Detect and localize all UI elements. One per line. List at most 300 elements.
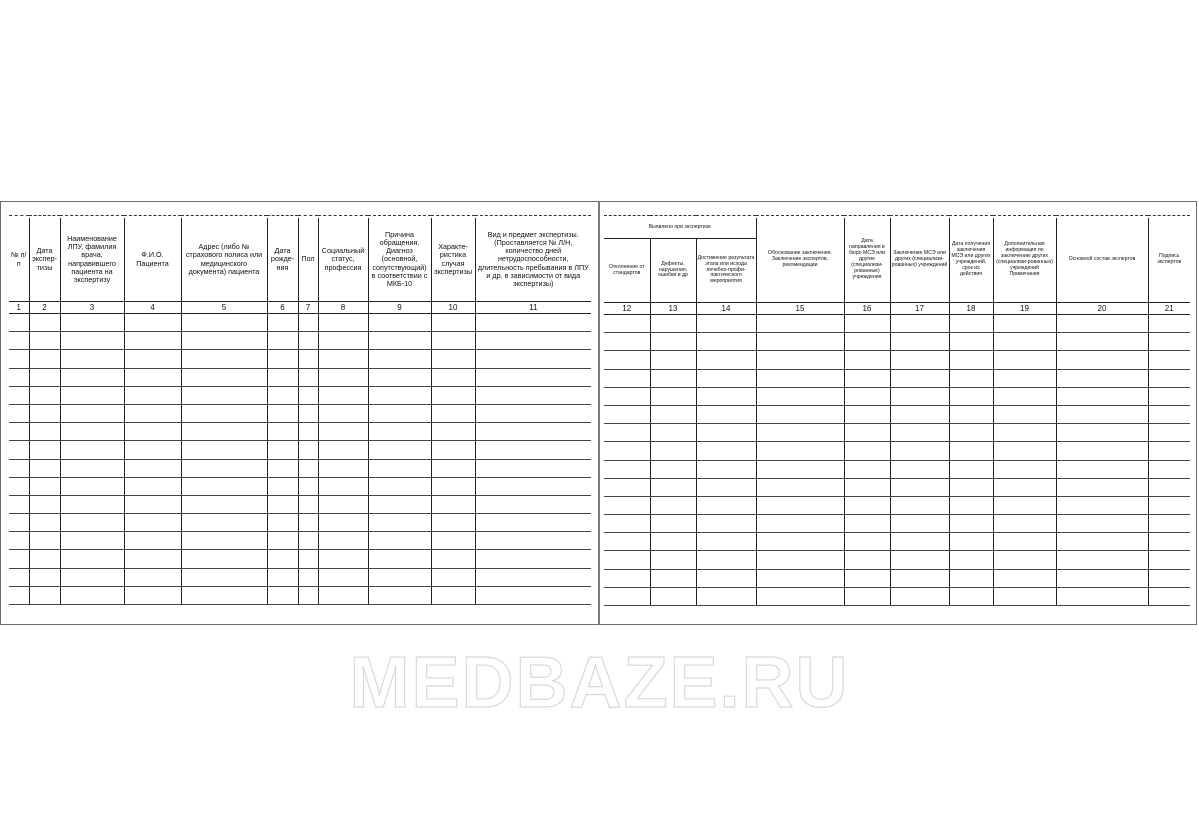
- header-text: Наименование ЛПУ, фамилия врача, направившего пациента на экспертизу: [67, 233, 117, 285]
- column-number: 18: [949, 303, 993, 315]
- header-cell: [9, 218, 29, 302]
- header-cell: [650, 239, 696, 303]
- blank-cell: [696, 496, 756, 514]
- blank-cell: [9, 495, 29, 513]
- blank-row: [604, 551, 1190, 569]
- blank-cell: [604, 333, 650, 351]
- blank-cell: [298, 332, 318, 350]
- header-cell: [1056, 218, 1148, 303]
- blank-cell: [368, 514, 431, 532]
- blank-cell: [60, 368, 124, 386]
- blank-row: [9, 332, 591, 350]
- blank-cell: [890, 551, 949, 569]
- blank-cell: [890, 587, 949, 605]
- header-cell: [890, 218, 949, 303]
- blank-cell: [124, 477, 181, 495]
- blank-cell: [949, 496, 993, 514]
- blank-cell: [267, 441, 298, 459]
- blank-cell: [29, 586, 60, 604]
- blank-cell: [949, 387, 993, 405]
- column-number: 10: [431, 302, 475, 314]
- blank-cell: [368, 423, 431, 441]
- blank-cell: [949, 478, 993, 496]
- blank-cell: [267, 495, 298, 513]
- blank-cell: [60, 459, 124, 477]
- header-text: Заключение МСЭ или других (специализи-рованных) учреждений: [891, 250, 948, 268]
- blank-cell: [181, 514, 267, 532]
- blank-row: [9, 514, 591, 532]
- blank-row: [9, 404, 591, 422]
- blank-cell: [267, 368, 298, 386]
- blank-row: [9, 350, 591, 368]
- blank-cell: [475, 477, 591, 495]
- blank-cell: [298, 568, 318, 586]
- blank-cell: [60, 404, 124, 422]
- blank-cell: [949, 424, 993, 442]
- blank-cell: [604, 315, 650, 333]
- blank-cell: [756, 351, 844, 369]
- blank-cell: [1148, 515, 1190, 533]
- blank-cell: [9, 314, 29, 332]
- blank-cell: [368, 350, 431, 368]
- blank-cell: [949, 587, 993, 605]
- blank-cell: [890, 569, 949, 587]
- blank-cell: [368, 386, 431, 404]
- blank-cell: [267, 386, 298, 404]
- group-header-cell: [604, 218, 756, 239]
- right-page: [604, 215, 1190, 606]
- blank-cell: [9, 386, 29, 404]
- blank-cell: [181, 532, 267, 550]
- blank-cell: [29, 568, 60, 586]
- blank-cell: [431, 477, 475, 495]
- blank-cell: [1056, 333, 1148, 351]
- blank-cell: [756, 315, 844, 333]
- blank-cell: [1056, 496, 1148, 514]
- blank-cell: [696, 442, 756, 460]
- header-text: Дефекты, нарушения, ошибки и др: [658, 260, 688, 279]
- blank-cell: [890, 369, 949, 387]
- blank-cell: [650, 533, 696, 551]
- blank-row: [9, 386, 591, 404]
- blank-row: [604, 460, 1190, 478]
- blank-cell: [756, 478, 844, 496]
- blank-cell: [650, 460, 696, 478]
- blank-cell: [318, 532, 368, 550]
- blank-cell: [844, 424, 890, 442]
- blank-cell: [60, 386, 124, 404]
- blank-row: [9, 568, 591, 586]
- blank-cell: [60, 568, 124, 586]
- blank-cell: [993, 496, 1056, 514]
- header-text: Основной состав экспертов: [1068, 256, 1136, 263]
- blank-cell: [949, 369, 993, 387]
- blank-cell: [60, 423, 124, 441]
- blank-cell: [604, 369, 650, 387]
- blank-cell: [890, 533, 949, 551]
- blank-cell: [756, 533, 844, 551]
- header-cell: [181, 218, 267, 302]
- blank-cell: [1148, 333, 1190, 351]
- blank-cell: [298, 532, 318, 550]
- blank-cell: [431, 441, 475, 459]
- blank-row: [9, 459, 591, 477]
- blank-cell: [604, 551, 650, 569]
- blank-cell: [890, 442, 949, 460]
- header-text: Дата получения заключения МСЭ или других учреждений, срок их действия: [951, 241, 991, 277]
- blank-cell: [431, 386, 475, 404]
- blank-cell: [604, 478, 650, 496]
- blank-cell: [890, 478, 949, 496]
- blank-row: [604, 478, 1190, 496]
- blank-row: [604, 533, 1190, 551]
- header-text: Ф.И.О. Пациента: [136, 250, 169, 268]
- blank-cell: [181, 550, 267, 568]
- blank-cell: [949, 351, 993, 369]
- blank-cell: [318, 350, 368, 368]
- book-spine: [598, 201, 600, 625]
- blank-cell: [1056, 515, 1148, 533]
- blank-cell: [267, 477, 298, 495]
- blank-cell: [368, 477, 431, 495]
- blank-cell: [368, 532, 431, 550]
- header-cell: [29, 218, 60, 302]
- blank-cell: [604, 533, 650, 551]
- header-cell: [756, 218, 844, 303]
- blank-cell: [650, 369, 696, 387]
- blank-cell: [431, 423, 475, 441]
- blank-cell: [650, 387, 696, 405]
- header-text: Дополнительная информация по заключению других (специализи-рованных) учреждений Примечания: [996, 241, 1053, 277]
- blank-cell: [29, 404, 60, 422]
- blank-cell: [604, 387, 650, 405]
- blank-cell: [696, 424, 756, 442]
- blank-cell: [318, 550, 368, 568]
- blank-cell: [475, 532, 591, 550]
- blank-cell: [604, 496, 650, 514]
- blank-cell: [1148, 460, 1190, 478]
- blank-cell: [949, 569, 993, 587]
- blank-cell: [60, 441, 124, 459]
- blank-cell: [756, 387, 844, 405]
- blank-cell: [1148, 315, 1190, 333]
- blank-cell: [124, 332, 181, 350]
- blank-cell: [60, 477, 124, 495]
- header-cell: [124, 218, 181, 302]
- blank-cell: [431, 459, 475, 477]
- blank-cell: [696, 333, 756, 351]
- blank-cell: [60, 350, 124, 368]
- blank-cell: [604, 442, 650, 460]
- blank-cell: [696, 478, 756, 496]
- blank-cell: [181, 404, 267, 422]
- blank-cell: [124, 514, 181, 532]
- blank-cell: [756, 515, 844, 533]
- blank-cell: [124, 404, 181, 422]
- blank-cell: [696, 569, 756, 587]
- header-text: № п/п: [10, 250, 27, 268]
- blank-cell: [604, 587, 650, 605]
- header-cell: [1148, 218, 1190, 303]
- blank-cell: [29, 386, 60, 404]
- blank-cell: [844, 478, 890, 496]
- left-register-table: [9, 215, 591, 605]
- blank-cell: [844, 587, 890, 605]
- blank-cell: [1148, 351, 1190, 369]
- column-number: 13: [650, 303, 696, 315]
- blank-cell: [1056, 369, 1148, 387]
- blank-cell: [696, 460, 756, 478]
- blank-cell: [650, 496, 696, 514]
- blank-cell: [604, 460, 650, 478]
- blank-cell: [60, 514, 124, 532]
- right-register-table: [604, 215, 1190, 606]
- blank-cell: [318, 459, 368, 477]
- blank-cell: [475, 441, 591, 459]
- header-text: Отклонение от стандартов: [608, 263, 645, 276]
- blank-cell: [696, 551, 756, 569]
- blank-cell: [890, 424, 949, 442]
- blank-cell: [9, 404, 29, 422]
- column-number: 9: [368, 302, 431, 314]
- blank-cell: [844, 387, 890, 405]
- blank-cell: [29, 495, 60, 513]
- blank-cell: [844, 460, 890, 478]
- blank-cell: [124, 495, 181, 513]
- blank-cell: [29, 368, 60, 386]
- blank-cell: [993, 442, 1056, 460]
- blank-cell: [650, 515, 696, 533]
- header-text: Социальный статус, профессия: [321, 246, 365, 272]
- blank-cell: [9, 568, 29, 586]
- blank-cell: [267, 314, 298, 332]
- blank-cell: [475, 314, 591, 332]
- blank-cell: [1056, 478, 1148, 496]
- blank-cell: [124, 550, 181, 568]
- blank-cell: [949, 460, 993, 478]
- blank-cell: [181, 386, 267, 404]
- blank-cell: [993, 351, 1056, 369]
- blank-cell: [890, 351, 949, 369]
- blank-cell: [29, 314, 60, 332]
- blank-cell: [60, 532, 124, 550]
- blank-cell: [29, 441, 60, 459]
- blank-cell: [9, 350, 29, 368]
- blank-cell: [650, 551, 696, 569]
- blank-cell: [1148, 551, 1190, 569]
- blank-cell: [124, 423, 181, 441]
- blank-cell: [993, 478, 1056, 496]
- blank-row: [604, 569, 1190, 587]
- blank-row: [604, 333, 1190, 351]
- blank-cell: [1148, 533, 1190, 551]
- blank-row: [9, 368, 591, 386]
- group-header-text: Выявлено при экспертизе: [648, 224, 711, 231]
- blank-cell: [993, 315, 1056, 333]
- column-number: 6: [267, 302, 298, 314]
- header-cell: [267, 218, 298, 302]
- blank-cell: [9, 441, 29, 459]
- blank-cell: [124, 441, 181, 459]
- blank-cell: [181, 332, 267, 350]
- blank-cell: [475, 386, 591, 404]
- blank-cell: [949, 315, 993, 333]
- blank-cell: [696, 387, 756, 405]
- blank-cell: [267, 514, 298, 532]
- blank-row: [604, 496, 1190, 514]
- blank-cell: [29, 350, 60, 368]
- blank-cell: [124, 532, 181, 550]
- blank-cell: [124, 350, 181, 368]
- blank-row: [604, 405, 1190, 423]
- blank-cell: [181, 350, 267, 368]
- blank-cell: [475, 368, 591, 386]
- blank-cell: [181, 314, 267, 332]
- blank-cell: [890, 387, 949, 405]
- blank-cell: [368, 459, 431, 477]
- blank-cell: [1056, 442, 1148, 460]
- blank-cell: [949, 333, 993, 351]
- blank-cell: [29, 532, 60, 550]
- blank-cell: [844, 551, 890, 569]
- blank-cell: [124, 314, 181, 332]
- blank-cell: [696, 405, 756, 423]
- blank-cell: [475, 332, 591, 350]
- column-number: 12: [604, 303, 650, 315]
- blank-row: [604, 442, 1190, 460]
- blank-row: [604, 315, 1190, 333]
- blank-cell: [890, 496, 949, 514]
- blank-cell: [650, 587, 696, 605]
- blank-cell: [696, 369, 756, 387]
- blank-cell: [298, 459, 318, 477]
- blank-cell: [60, 314, 124, 332]
- blank-cell: [124, 568, 181, 586]
- blank-cell: [298, 404, 318, 422]
- blank-cell: [604, 515, 650, 533]
- header-cell: [604, 239, 650, 303]
- column-number: 16: [844, 303, 890, 315]
- blank-cell: [431, 495, 475, 513]
- blank-cell: [756, 333, 844, 351]
- blank-cell: [650, 333, 696, 351]
- left-page: [9, 215, 591, 605]
- blank-row: [9, 550, 591, 568]
- column-number: 20: [1056, 303, 1148, 315]
- blank-cell: [993, 369, 1056, 387]
- blank-cell: [1148, 387, 1190, 405]
- blank-cell: [318, 586, 368, 604]
- blank-cell: [1148, 587, 1190, 605]
- blank-cell: [993, 533, 1056, 551]
- blank-cell: [844, 333, 890, 351]
- blank-cell: [368, 404, 431, 422]
- header-cell: [993, 218, 1056, 303]
- blank-cell: [756, 369, 844, 387]
- header-cell: [60, 218, 124, 302]
- blank-cell: [60, 586, 124, 604]
- blank-cell: [431, 514, 475, 532]
- blank-cell: [9, 514, 29, 532]
- blank-cell: [1148, 442, 1190, 460]
- blank-row: [9, 423, 591, 441]
- blank-cell: [318, 314, 368, 332]
- header-text: Вид и предмет экспертизы. (Проставляется № Л/Н, количество дней нетрудоспособности, длительность пребывания в ЛПУ и др. в зависимости от вида экспертизы): [477, 229, 589, 289]
- column-number: 3: [60, 302, 124, 314]
- blank-cell: [696, 587, 756, 605]
- blank-cell: [650, 351, 696, 369]
- blank-cell: [475, 568, 591, 586]
- blank-cell: [756, 569, 844, 587]
- blank-cell: [368, 441, 431, 459]
- blank-cell: [431, 586, 475, 604]
- blank-cell: [604, 351, 650, 369]
- blank-cell: [368, 586, 431, 604]
- blank-cell: [890, 333, 949, 351]
- blank-cell: [29, 550, 60, 568]
- header-text: Пол: [301, 254, 315, 264]
- header-text: Дата экспер-тизы: [32, 246, 57, 272]
- blank-cell: [29, 459, 60, 477]
- blank-cell: [890, 460, 949, 478]
- blank-cell: [431, 568, 475, 586]
- blank-cell: [844, 569, 890, 587]
- blank-cell: [298, 350, 318, 368]
- blank-cell: [181, 423, 267, 441]
- header-text: Дата направления в бюро МСЭ или другие (специализи-рованные) учреждения: [848, 238, 886, 280]
- header-cell: [949, 218, 993, 303]
- blank-cell: [267, 550, 298, 568]
- right-blank-rows: [604, 315, 1190, 606]
- blank-cell: [844, 442, 890, 460]
- blank-cell: [993, 387, 1056, 405]
- blank-cell: [650, 405, 696, 423]
- blank-cell: [949, 442, 993, 460]
- blank-cell: [181, 368, 267, 386]
- blank-cell: [993, 569, 1056, 587]
- blank-cell: [650, 315, 696, 333]
- blank-cell: [318, 568, 368, 586]
- blank-cell: [29, 514, 60, 532]
- column-number: 15: [756, 303, 844, 315]
- blank-cell: [756, 460, 844, 478]
- blank-cell: [431, 314, 475, 332]
- header-text: Адрес (либо № страхового полиса или медицинского документа) пациента: [185, 241, 263, 276]
- blank-cell: [650, 569, 696, 587]
- blank-cell: [9, 586, 29, 604]
- blank-cell: [124, 386, 181, 404]
- column-number: 17: [890, 303, 949, 315]
- blank-cell: [696, 515, 756, 533]
- blank-cell: [60, 495, 124, 513]
- blank-row: [604, 587, 1190, 605]
- header-cell: [431, 218, 475, 302]
- blank-cell: [267, 568, 298, 586]
- blank-cell: [368, 368, 431, 386]
- blank-cell: [993, 424, 1056, 442]
- blank-row: [9, 532, 591, 550]
- blank-cell: [267, 404, 298, 422]
- blank-cell: [29, 332, 60, 350]
- left-blank-rows: [9, 314, 591, 605]
- blank-cell: [298, 477, 318, 495]
- blank-cell: [993, 551, 1056, 569]
- blank-cell: [756, 587, 844, 605]
- blank-cell: [29, 423, 60, 441]
- blank-row: [9, 586, 591, 604]
- blank-cell: [890, 405, 949, 423]
- header-cell: [475, 218, 591, 302]
